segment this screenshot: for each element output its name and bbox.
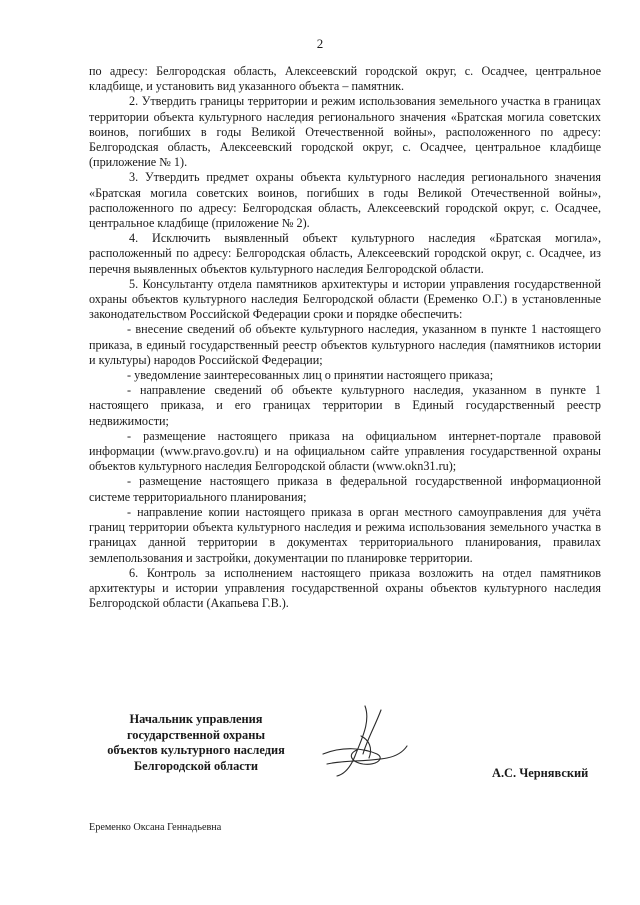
signatory-title-line: государственной охраны [126, 727, 266, 742]
subitem-publication: - размещение настоящего приказа на официальном интернет-портале правовой информации (www.pravo.gov.ru) и на официальном сайте управления государственной охраны объектов культурного наследия Белгородской области (www.okn31.ru); [89, 428, 601, 474]
page-number: 2 [316, 36, 324, 51]
signer-name: А.С. Чернявский [492, 766, 589, 780]
signatory-title-line: объектов культурного наследия [107, 743, 285, 758]
subitem-real-estate-registry: - направление сведений об объекте культурного наследия, указанном в пункте 1 настоящего приказа, и его границах территории в Единый государственный реестр недвижимости; [89, 383, 601, 428]
signatory-title [96, 712, 296, 774]
paragraph-item-5: 5. Консультанту отдела памятников архитектуры и истории управления государственной охраны объектов культурного наследия Белгородской области (Еременко О.Г.) в установленные законодательством Российской Федерации сроки и порядке обеспечить: [89, 276, 601, 322]
subitem-notification: - уведомление заинтересованных лиц о принятии настоящего приказа; [127, 368, 494, 383]
subitem-local-government: - направление копии настоящего приказа в орган местного самоуправления для учёта границ территории объекта культурного наследия и режима использования земельного участка в границах данной территории в документах территориального планирования, правилах землепользования и застройки, документации по планировке территории. [89, 504, 601, 565]
paragraph-continuation: по адресу: Белгородская область, Алексеевский городской округ, с. Осадчее, центральное кладбище, и установить вид указанного объекта – памятник. [89, 64, 601, 94]
subitem-planning-system: - размещение настоящего приказа в федеральной государственной информационной системе территориального планирования; [89, 474, 601, 504]
document-body [89, 64, 601, 611]
handwritten-signature [315, 702, 415, 782]
executor-name: Еременко Оксана Геннадьевна [89, 822, 222, 833]
subitem-registry: - внесение сведений об объекте культурного наследия, указанном в пункте 1 настоящего приказа, в единый государственный реестр объектов культурного наследия (памятников истории и культуры) народов Российской Федерации; [89, 322, 601, 367]
signatory-title-line: Белгородской области [133, 758, 258, 773]
signatory-title-line: Начальник управления [129, 712, 263, 726]
paragraph-item-6: 6. Контроль за исполнением настоящего приказа возложить на отдел памятников архитектуры и истории управления государственной охраны объектов культурного наследия Белгородской области (Акапьева Г.В.). [89, 565, 601, 611]
paragraph-item-3: 3. Утвердить предмет охраны объекта культурного наследия регионального значения «Братская могила советских воинов, погибших в годы Великой Отечественной войны», расположенного по адресу: Белгородская область, Алексеевский городской округ, с. Осадчее, центральное кладбище (приложение № 2). [89, 170, 601, 231]
paragraph-item-4: 4. Исключить выявленный объект культурного наследия «Братская могила», расположенный по адресу: Белгородская область, Алексеевский городской округ, с. Осадчее, из перечня выявленных объектов культурного наследия Белгородской области. [89, 231, 601, 276]
paragraph-item-2: 2. Утвердить границы территории и режим использования земельного участка в границах территории объекта культурного наследия регионального значения «Братская могила советских воинов, погибших в годы Великой Отечественной войны», расположенного по адресу: Белгородская область, Алексеевский городской округ, с. Осадчее, центральное кладбище (приложение № 1). [89, 94, 601, 170]
